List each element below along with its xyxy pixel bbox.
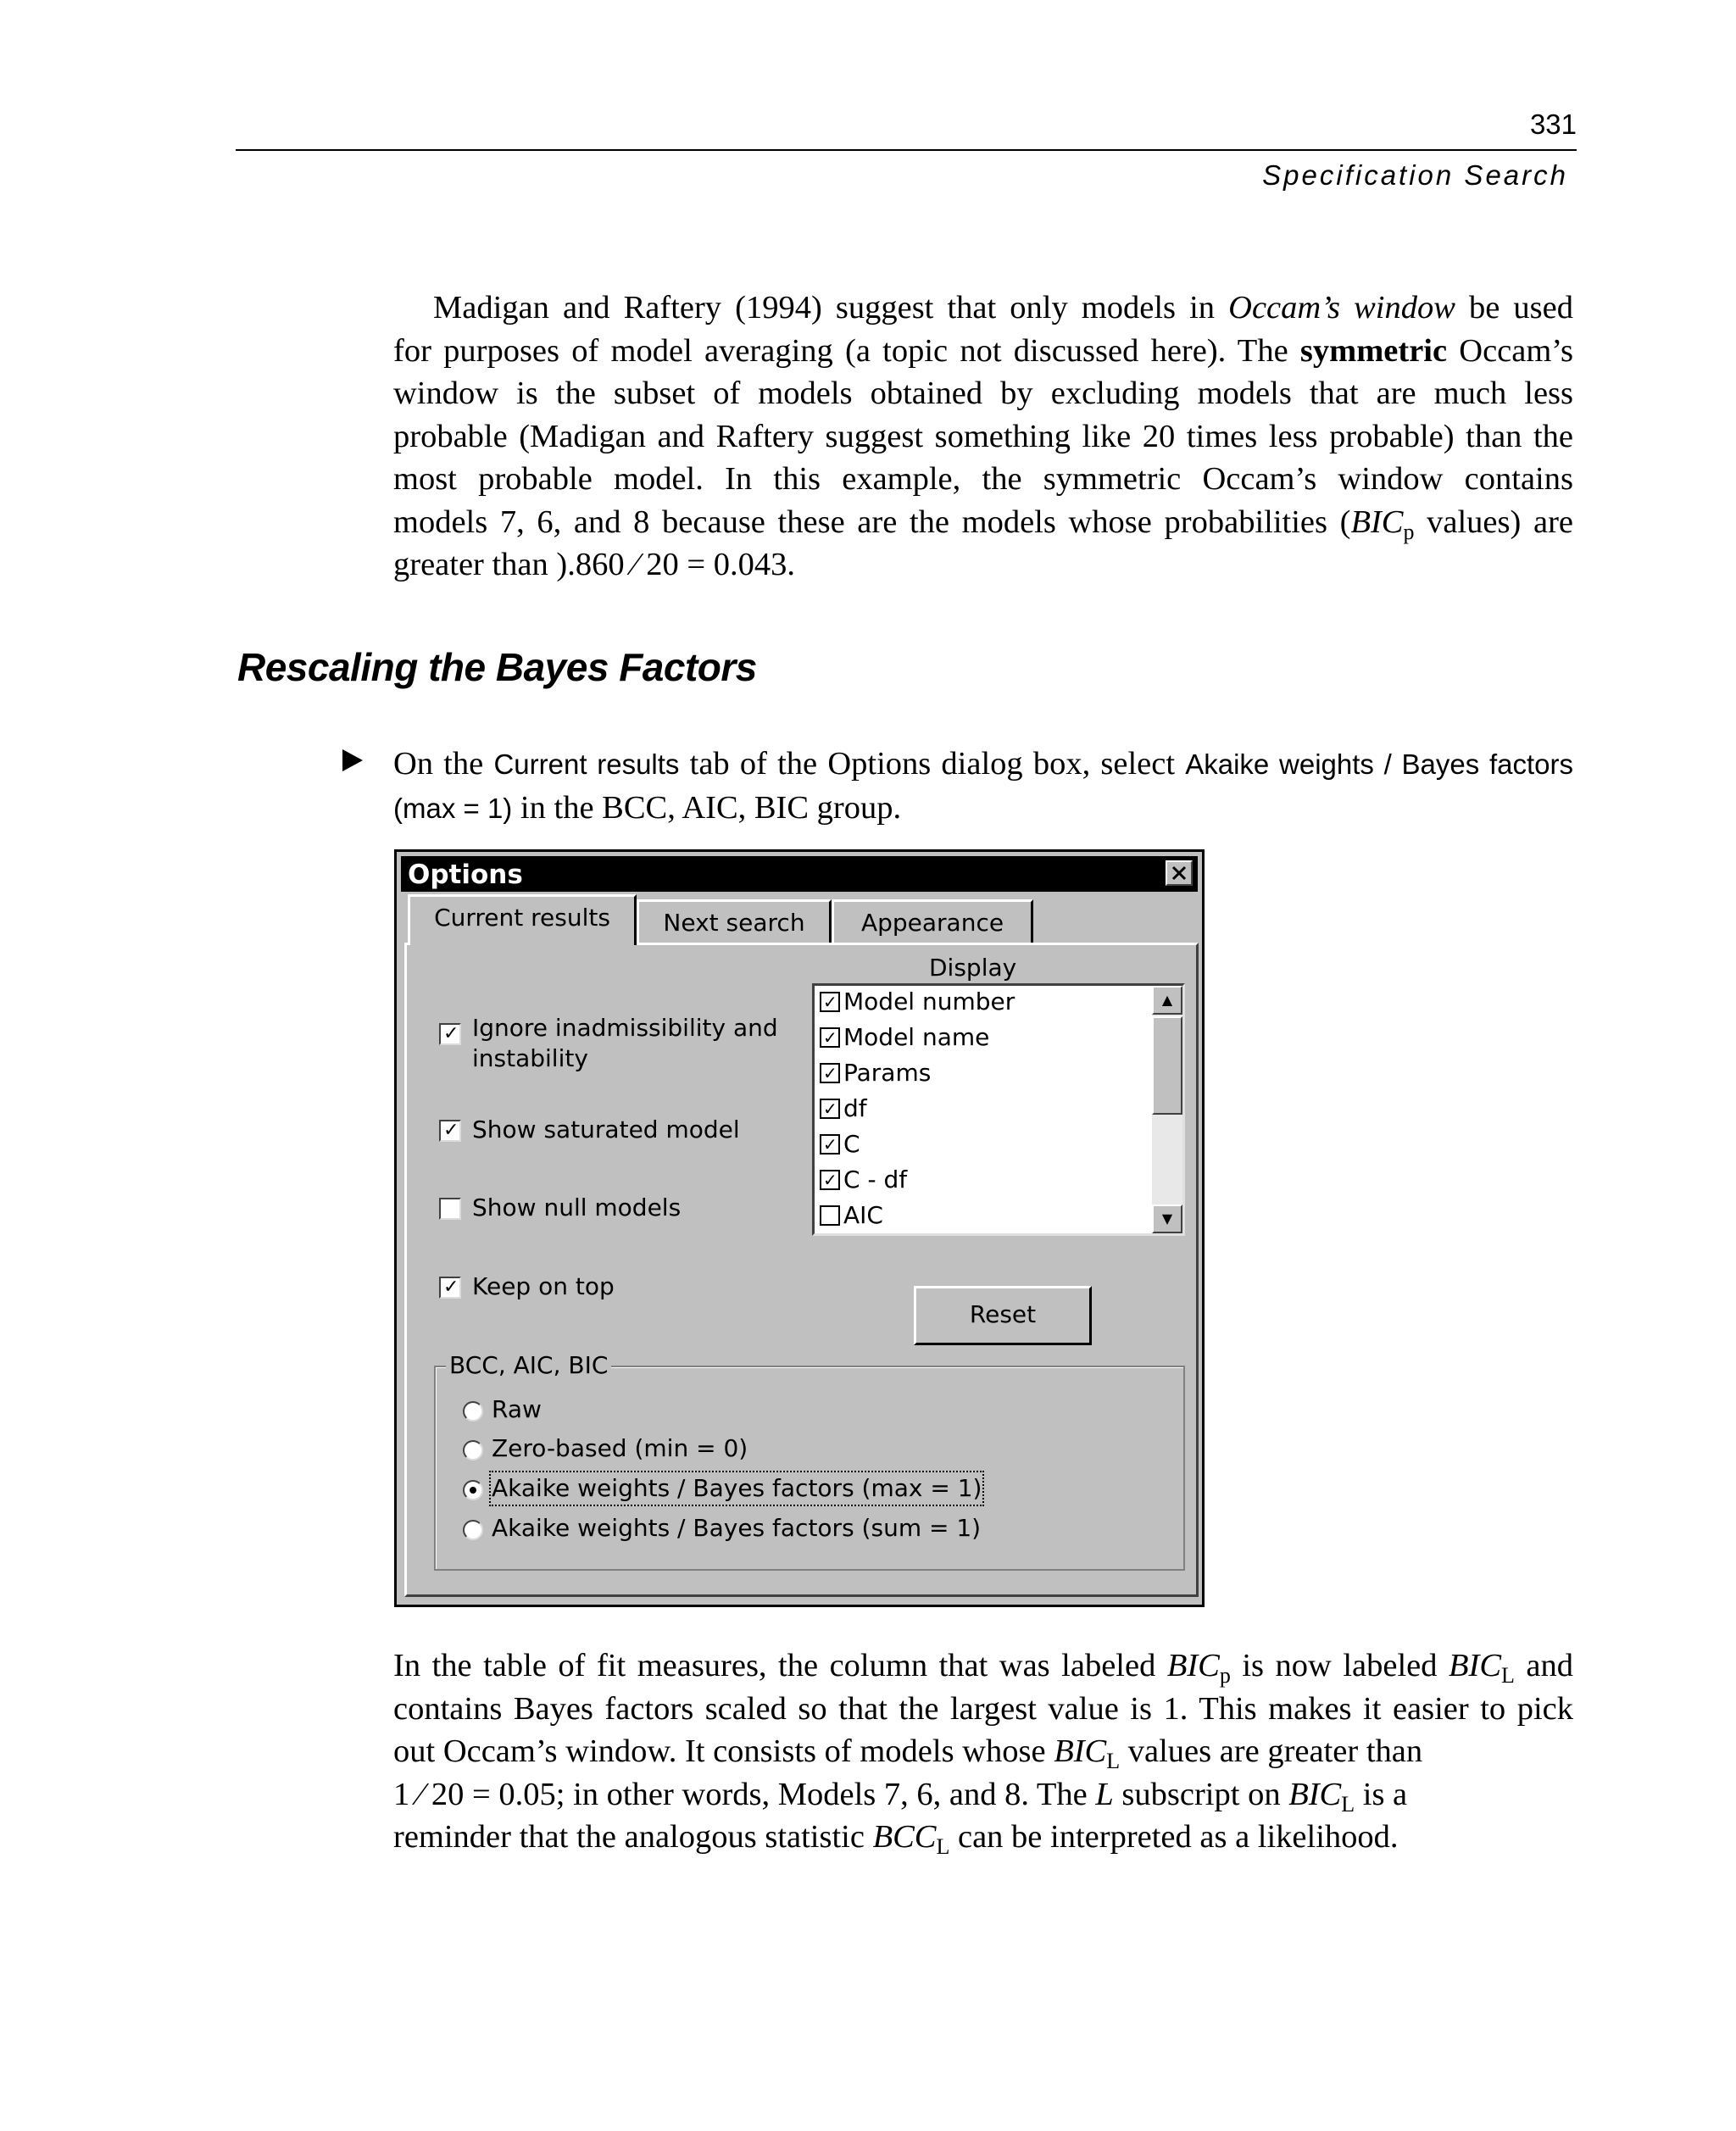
p1-line-2: for purposes of model averaging (a topic not discussed here). The symmetric Occam’s — [393, 332, 1573, 369]
radio-akaike-max[interactable] — [463, 1480, 483, 1500]
bullet-arrow-icon — [342, 749, 363, 771]
display-item-model-number[interactable]: ✓ Model number — [820, 988, 1015, 1021]
p2-line-1: In the table of fit measures, the column that was labeled $BIC_p$ is now labeled $BIC_L$ and — [393, 1648, 1573, 1688]
p2-line-2: contains Bayes factors scaled so that the largest value is 1. This makes it easier to pick — [393, 1690, 1573, 1727]
show-saturated-model-label: Show saturated model — [472, 1116, 740, 1143]
p1-line-7: greater than ).860 ⁄ 20 = 0.043. — [393, 547, 795, 582]
show-null-models-label: Show null models — [472, 1193, 682, 1221]
close-icon — [1167, 862, 1191, 884]
ignore-inadmissibility-checkbox[interactable]: ✓ — [439, 1023, 461, 1045]
display-checkbox[interactable]: ✓ — [820, 1134, 840, 1155]
dialog-title: Options — [408, 860, 523, 890]
bullet-instruction — [342, 743, 1573, 830]
close-button[interactable] — [1166, 860, 1193, 886]
keep-on-top-label: Keep on top — [472, 1272, 615, 1300]
page-number: 331 — [1529, 108, 1577, 140]
p2-line-5: reminder that the analogous statistic $BCC_L$ can be interpreted as a likelihood. — [393, 1819, 1399, 1859]
scroll-up-button[interactable] — [1152, 986, 1182, 1015]
bcc-aic-bic-group — [434, 1351, 1185, 1571]
triangle-down-icon: ▼ — [1161, 1210, 1173, 1227]
header-rule — [236, 149, 1577, 151]
keep-on-top-checkbox[interactable]: ✓ — [439, 1277, 461, 1299]
display-item-aic[interactable]: AIC — [820, 1201, 883, 1235]
show-saturated-model-checkbox[interactable]: ✓ — [439, 1120, 461, 1142]
radio-raw-label: Raw — [492, 1395, 542, 1423]
current-results-panel — [404, 943, 1199, 1597]
bullet-line-1: On the Current results tab of the Options dialog box, select Akaike weights / Bayes factors — [393, 746, 1574, 782]
section-heading: Rescaling the Bayes Factors — [237, 645, 757, 689]
group-label: BCC, AIC, BIC — [446, 1350, 611, 1381]
scroll-down-button[interactable] — [1152, 1205, 1182, 1233]
radio-zero-based[interactable] — [463, 1440, 483, 1461]
radio-akaike-sum[interactable] — [463, 1520, 483, 1540]
p1-line-1: Madigan and Raftery (1994) suggest that only models in Occam’s window be used — [433, 290, 1573, 325]
ignore-inadmissibility-label: Ignore inadmissibility and instability — [472, 1014, 778, 1072]
display-checkbox[interactable]: ✓ — [820, 992, 840, 1012]
dialog-titlebar[interactable] — [401, 856, 1198, 892]
display-item-c-df[interactable]: ✓ C - df — [820, 1166, 907, 1199]
paragraph-bic-l — [393, 1644, 1573, 1859]
bullet-line-2: (max = 1) in the BCC, AIC, BIC group. — [393, 789, 902, 826]
p1-line-4: probable (Madigan and Raftery suggest something like 20 times less probable) than the — [393, 418, 1573, 454]
options-dialog — [394, 849, 1205, 1607]
scroll-thumb[interactable] — [1152, 1016, 1182, 1115]
radio-raw[interactable] — [463, 1401, 483, 1422]
display-checkbox[interactable]: ✓ — [820, 1099, 840, 1119]
radio-akaike-max-label: Akaike weights / Bayes factors (max = 1) — [492, 1474, 982, 1502]
display-item-c[interactable]: ✓ C — [820, 1130, 860, 1164]
p2-line-3: out Occam’s window. It consists of models whose $BIC_L$ values are greater than — [393, 1733, 1423, 1773]
display-checkbox[interactable] — [820, 1205, 840, 1226]
radio-akaike-sum-label: Akaike weights / Bayes factors (sum = 1) — [492, 1514, 982, 1542]
display-listbox[interactable] — [812, 983, 1185, 1236]
p2-line-4: 1 ⁄ 20 = 0.05; in other words, Models 7, 6, and 8. The L subscript on $BIC_L$ is a — [393, 1776, 1408, 1817]
p1-line-3: window is the subset of models obtained by excluding models that are much less — [393, 376, 1573, 411]
display-scrollbar[interactable] — [1152, 986, 1182, 1233]
display-label: Display — [929, 954, 1017, 982]
display-item-df[interactable]: ✓ df — [820, 1094, 867, 1128]
show-null-models-checkbox[interactable] — [439, 1198, 461, 1220]
tab-current-results[interactable]: Current results — [408, 894, 637, 945]
radio-zero-based-label: Zero-based (min = 0) — [492, 1434, 748, 1462]
paragraph-occams-window — [393, 287, 1573, 587]
p1-line-6: models 7, 6, and 8 because these are the models whose probabilities ($BIC_p$ values) are — [393, 504, 1573, 544]
display-checkbox[interactable]: ✓ — [820, 1027, 840, 1048]
display-item-model-name[interactable]: ✓ Model name — [820, 1023, 989, 1057]
display-checkbox[interactable]: ✓ — [820, 1063, 840, 1083]
reset-button[interactable]: Reset — [914, 1286, 1092, 1345]
display-checkbox[interactable]: ✓ — [820, 1170, 840, 1190]
tab-appearance[interactable]: Appearance — [832, 899, 1033, 943]
display-item-params[interactable]: ✓ Params — [820, 1059, 931, 1093]
running-head: Specification Search — [1262, 159, 1568, 191]
triangle-up-icon: ▲ — [1161, 992, 1173, 1008]
tab-next-search[interactable]: Next search — [637, 899, 832, 943]
p1-line-5: most probable model. In this example, the symmetric Occam’s window contains — [393, 461, 1573, 497]
